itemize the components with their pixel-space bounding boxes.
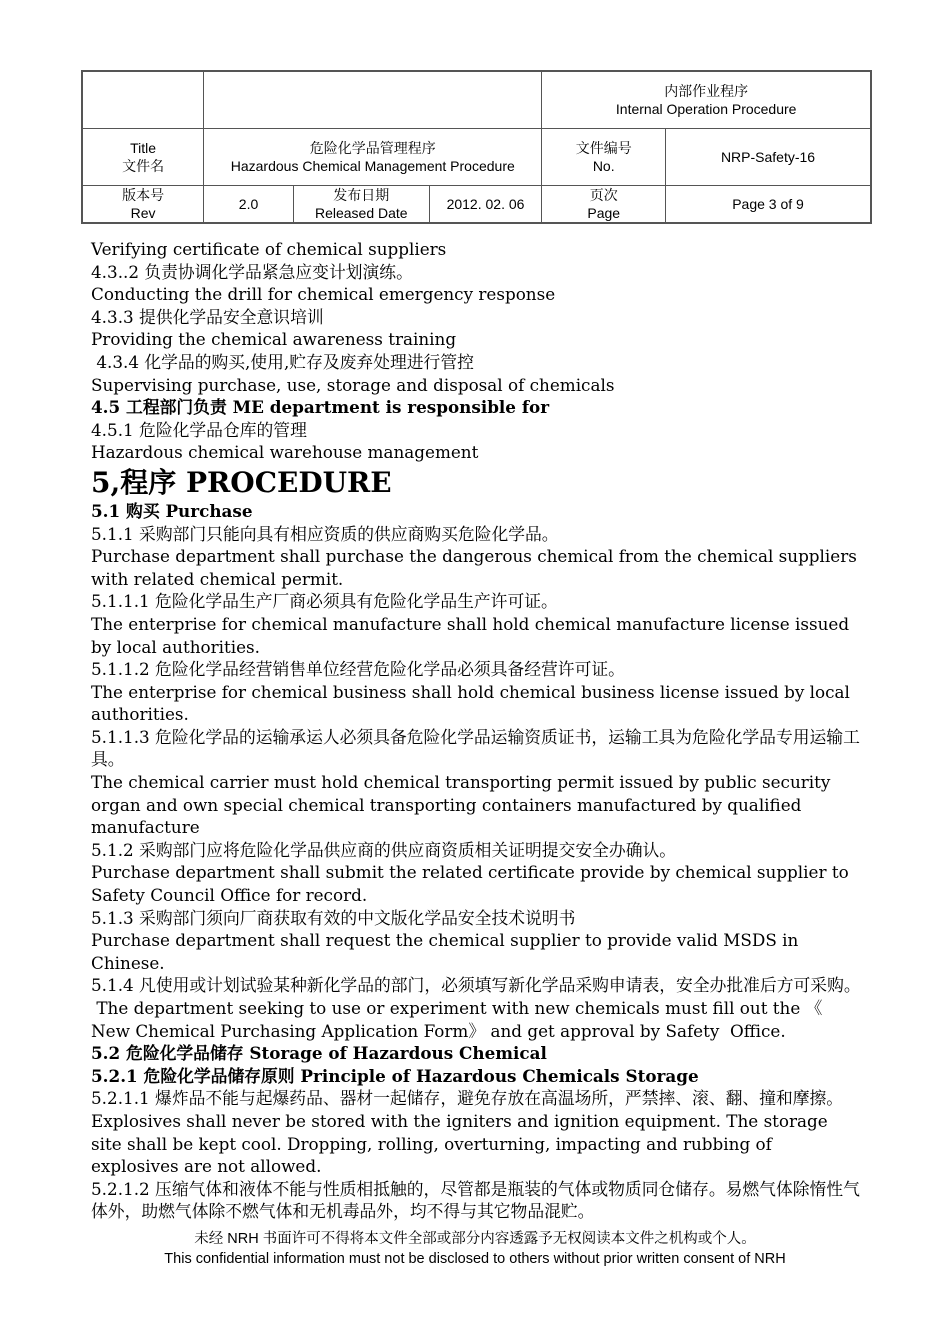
rev-label-cn: 版本号 (122, 187, 165, 203)
release-label-cell (293, 186, 429, 224)
procedure-type-cn: 内部作业程序 (664, 83, 749, 99)
doc-title-label-cell (82, 129, 204, 186)
release-date-value: 2012. 02. 06 (429, 186, 542, 224)
page-label-cn: 页次 (589, 187, 618, 203)
body-paragraph: 5.1.1.3 危险化学品的运输承运人必须具备危险化学品运输资质证书，运输工具为危险化学品专用运输工具。 (91, 726, 860, 770)
body-line: 4.3.3 提供化学品安全意识培训 (91, 306, 324, 327)
body-line: Providing the chemical awareness training (91, 329, 457, 350)
body-paragraph: The chemical carrier must hold chemical transporting permit issued by public security organ and own special chemical transporting containers manufactured by qualified manufacture (91, 772, 831, 838)
page-label-cell (542, 186, 666, 224)
document-body (91, 238, 861, 1223)
section-subheading: 5.2.1 危险化学品储存原则 Principle of Hazardous Chemicals Storage (91, 1065, 699, 1086)
footer-line-cn: 未经 NRH 书面许可不得将本文件全部或部分内容透露予无权阅读本文件之机构或个人。 (194, 1231, 756, 1247)
body-line: Purchase department shall request the chemical supplier to provide valid MSDS in Chinese. (91, 930, 799, 973)
rev-label-en: Rev (130, 205, 156, 221)
body-paragraph: Purchase department shall purchase the dangerous chemical from the chemical suppliers with related chemical permit. (91, 546, 857, 589)
doc-no-label-en: No. (592, 158, 615, 174)
doc-no-value: NRP-Safety-16 (666, 129, 871, 186)
page-label-en: Page (587, 205, 621, 221)
confidentiality-footer (0, 1229, 950, 1269)
body-paragraph: The enterprise for chemical manufacture shall hold chemical manufacture license issued by local authorities. (91, 613, 850, 657)
release-label-cn: 发布日期 (333, 187, 390, 203)
footer-line-en: This confidential information must not be disclosed to others without prior written consent of NRH (164, 1251, 786, 1267)
section-heading: 5,程序 PROCEDURE (91, 465, 392, 499)
body-line: 5.1.3 采购部门须向厂商获取有效的中文版化学品安全技术说明书 (91, 907, 576, 928)
doc-title-cell (204, 129, 542, 186)
procedure-type-cell (542, 71, 871, 129)
body-paragraph: 5.2.1.1 爆炸品不能与起爆药品、器材一起储存，避免存放在高温场所，严禁摔、滚、翻、撞和摩擦。 (91, 1088, 844, 1109)
doc-title-en: Hazardous Chemical Management Procedure (230, 158, 515, 174)
release-label-en: Released Date (314, 205, 408, 221)
rev-value: 2.0 (204, 186, 294, 224)
body-line: 5.1.1.1 危险化学品生产厂商必须具有危险化学品生产许可证。 (91, 591, 558, 612)
body-line: 4.3..2 负责协调化学品紧急应变计划演练。 (91, 261, 413, 282)
body-line: 4.5.1 危险化学品仓库的管理 (91, 419, 307, 440)
body-line: 4.3.4 化学品的购买,使用,贮存及废弃处理进行管控 (91, 351, 474, 372)
section-subheading: 5.1 购买 Purchase (91, 500, 253, 521)
section-subheading: 5.2 危险化学品储存 Storage of Hazardous Chemical (91, 1043, 547, 1064)
header-blank-cell-1 (82, 71, 204, 129)
body-line: Verifying certificate of chemical suppliers (91, 239, 447, 259)
body-paragraph: Explosives shall never be stored with the igniters and ignition equipment. The storage site shall be kept cool. Dropping, rolling, overturning, impacting and rubbing of explosives are not allowed. (91, 1110, 828, 1177)
body-paragraph: Purchase department shall submit the related certificate provide by chemical supplier to Safety Council Office for record. (91, 862, 849, 906)
body-line: Supervising purchase, use, storage and disposal of chemicals (91, 374, 615, 395)
header-blank-cell-2 (204, 71, 542, 129)
doc-no-label-cn: 文件编号 (575, 140, 632, 156)
document-header-table (81, 70, 872, 224)
body-paragraph: The enterprise for chemical business shall hold chemical business license issued by local authorities. (91, 681, 850, 725)
body-line: Hazardous chemical warehouse management (91, 442, 479, 463)
body-paragraph: The department seeking to use or experiment with new chemicals must fill out the 《 New Chemical Purchasing Application Form》 and get approval by Safety Office. (91, 998, 828, 1041)
body-line: 5.1.1.2 危险化学品经营销售单位经营危险化学品必须具备经营许可证。 (91, 659, 625, 680)
body-paragraph: 5.2.1.2 压缩气体和液体不能与性质相抵触的，尽管都是瓶装的气体或物质同仓储存。易燃气体除惰性气体外，助燃气体除不燃气体和无机毒品外，均不得与其它物品混贮。 (91, 1178, 860, 1222)
body-line: 5.1.2 采购部门应将危险化学品供应商的供应商资质相关证明提交安全办确认。 (91, 839, 677, 860)
rev-label-cell (82, 186, 204, 224)
section-subheading: 4.5 工程部门负责 ME department is responsible for (91, 397, 550, 418)
body-paragraph: 5.1.4 凡使用或计划试验某种新化学品的部门，必须填写新化学品采购申请表，安全办批准后方可采购。 (91, 975, 861, 996)
doc-title-cn: 危险化学品管理程序 (309, 140, 436, 156)
doc-title-label-en: Title (130, 140, 157, 156)
page-number-value: Page 3 of 9 (666, 186, 871, 224)
procedure-type-en: Internal Operation Procedure (615, 101, 797, 117)
body-line: Conducting the drill for chemical emergency response (91, 284, 556, 305)
doc-no-label-cell (542, 129, 666, 186)
doc-title-label-cn: 文件名 (122, 158, 165, 174)
body-line: 5.1.1 采购部门只能向具有相应资质的供应商购买危险化学品。 (91, 523, 559, 544)
